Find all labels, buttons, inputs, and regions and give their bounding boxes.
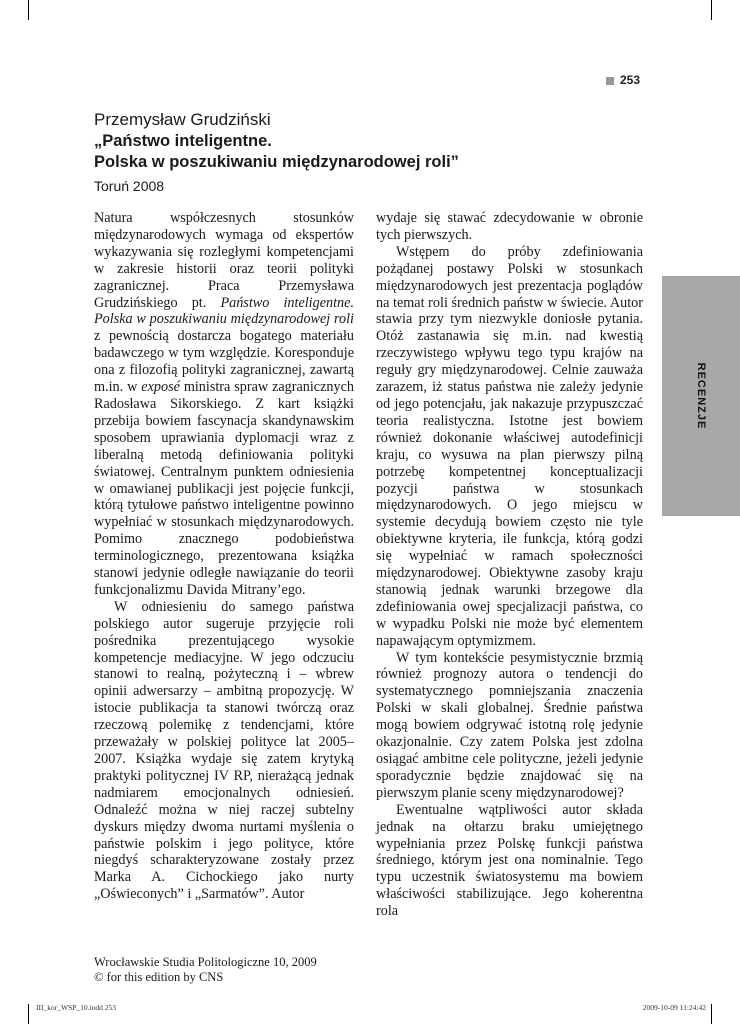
crop-mark-bottom-right bbox=[711, 1004, 712, 1024]
page-number-text: 253 bbox=[619, 73, 640, 87]
slug-datetime: 2009-10-09 11:24:42 bbox=[642, 1003, 706, 1012]
slug-file: III_kor_WSP_10.indd 253 bbox=[36, 1003, 116, 1012]
section-tab-label: RECENZJE bbox=[695, 362, 707, 430]
text-column-left bbox=[94, 210, 354, 903]
book-title-line-1: „Państwo inteligentne. bbox=[94, 132, 272, 150]
book-title bbox=[94, 131, 564, 173]
paragraph: wydaje się stawać zdecydowanie w obronie tych pierwszych. bbox=[376, 210, 643, 243]
section-tab bbox=[662, 276, 740, 516]
paragraph: Ewentualne wątpliwości autor składa jednak na ołtarzu braku umiejętnego wypełniania przez Polskę funkcji państwa średniego, którym jest ona nominalnie. Tego typu uczestnik światosystemu ma bowiem właściwości stabilizujące. Jego koherentna rola bbox=[376, 801, 643, 920]
footer-journal: Wrocławskie Studia Politologiczne 10, 2009 bbox=[94, 955, 317, 969]
crop-mark-bottom-left bbox=[28, 1004, 29, 1024]
footer-copyright: © for this edition by CNS bbox=[94, 970, 224, 984]
page-number bbox=[606, 73, 640, 87]
book-place-year: Toruń 2008 bbox=[94, 178, 165, 194]
square-bullet-icon bbox=[606, 77, 614, 85]
crop-mark-top-right bbox=[711, 0, 712, 20]
paragraph: Natura współczesnych stosunków międzynarodowych wymaga od ekspertów wykazywania się rozległymi kompetencjami w zakresie historii oraz teorii polityki zagranicznej. Praca Przemysława Grudzińskiego pt. Państwo inteligentne. Polska w poszukiwaniu międzynarodowej roli z pewnością dostarcza bogatego materiału badawczego w tym względzie. Koresponduje ona z filozofią polityki zagranicznej, zawartą m.in. w exposé ministra spraw zagranicznych Radosława Sikorskiego. Z kart książki przebija bowiem fascynacja skandynawskim sposobem uprawiania dyplomacji wraz z liberalną metodą definiowania polityki światowej. Centralnym punktem odniesienia w omawianej publikacji jest pojęcie funkcji, którą tytułowe państwo inteligentne powinno wypełniać w stosunkach międzynarodowych. Pomimo znacznego podobieństwa terminologicznego, prezentowana książka stanowi jedynie odległe nawiązanie do teorii funkcjonalizmu Davida Mitrany’ego. bbox=[94, 210, 354, 598]
footer bbox=[94, 955, 317, 985]
paragraph: W odniesieniu do samego państwa polskiego autor sugeruje przyjęcie roli pośrednika prezentującego wysokie kompetencje mediacyjne. W jego odczuciu stanowi to realną, pożyteczną i – wbrew opinii adwersarzy – ambitną propozycję. W istocie publikacja ta stanowi twórczą oraz rzeczową polemikę z tendencjami, które przeważały w polskiej polityce lat 2005–2007. Książka wydaje się zatem krytyką praktyki politycznej IV RP, nierażącą jednak nadmiarem emocjonalnych odniesień. Odnaleźć można w niej raczej subtelny dyskurs między dwoma nurtami myślenia o państwie polskim i jego polityce, które niegdyś scharakteryzowane zostały przez Marka A. Cichockiego jako nurty „Oświeconych” i „Sarmatów”. Autor bbox=[94, 598, 354, 903]
expose-italic: exposé bbox=[141, 379, 180, 396]
text-column-right bbox=[376, 210, 643, 920]
paragraph: Wstępem do próby zdefiniowania pożądanej postawy Polski w stosunkach międzynarodowych jest prezentacja poglądów na temat roli średnich państw w świecie. Autor stawia przy tym niezwykle doniosłe pytania. Otóż zastanawia się m.in. nad kwestią rzeczywistego wpływu tego typu krajów na reguły gry międzynarodowej. Celnie zauważa zarazem, iż status państwa nie zależy jedynie od jego potencjału, jak nakazuje przypuszczać teoria realistyczna. Istotne jest bowiem również dokonanie właściwej autodefinicji kraju, co wysuwa na plan pierwszy pilną potrzebę kompetentnej konceptualizacji pozycji państwa w stosunkach międzynarodowych. O jego miejscu w systemie decydują bowiem często nie tyle obiektywne kryteria, ile funkcja, którą godzi się wypełniać w ramach społeczności międzynarodowej. Obiektywne zasoby kraju stanowią jednak warunki brzegowe dla zdefiniowania owej specjalizacji państwa, co w wypadku Polski nie może być elementem napawającym optymizmem. bbox=[376, 243, 643, 649]
book-title-line-2: Polska w poszukiwaniu międzynarodowej roli” bbox=[94, 153, 459, 171]
paragraph: W tym kontekście pesymistycznie brzmią również prognozy autora o tendencji do systematycznego pomniejszania znaczenia Polski w skali globalnej. Średnie państwa mogą bowiem odgrywać istotną rolę jedynie okazjonalnie. Czy zatem Polska jest zdolna osiągać ambitne cele polityczne, jeżeli jedynie sporadycznie będzie znajdować się na pierwszym planie sceny międzynarodowej? bbox=[376, 649, 643, 801]
crop-mark-top-left bbox=[28, 0, 29, 20]
book-author: Przemysław Grudziński bbox=[94, 110, 271, 129]
book-title-italic: Państwo inteligentne. Polska w poszukiwaniu międzynarodowej roli bbox=[94, 294, 354, 328]
